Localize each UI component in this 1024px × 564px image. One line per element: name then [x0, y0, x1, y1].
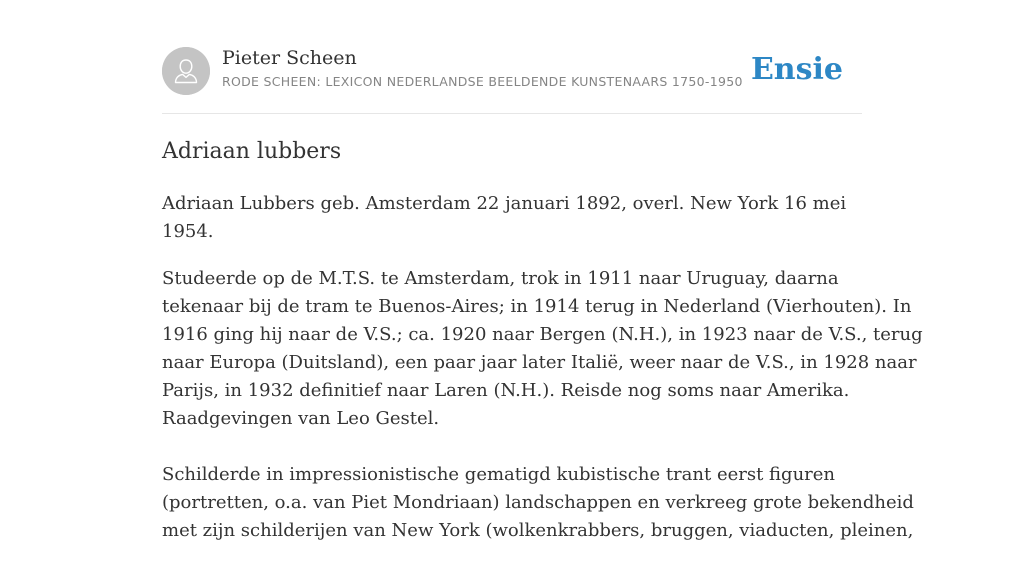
- user-icon: [162, 47, 210, 95]
- text-line: met zijn schilderijen van New York (wolkenkrabbers, bruggen, viaducten, pleinen,: [162, 520, 914, 541]
- brand-logo[interactable]: Ensie: [750, 52, 843, 87]
- author-avatar[interactable]: [162, 47, 210, 95]
- text-line: Raadgevingen van Leo Gestel.: [162, 408, 440, 429]
- text-line: (portretten, o.a. van Piet Mondriaan) landschappen en verkreeg grote bekendheid: [162, 492, 914, 513]
- text-line: Schilderde in impressionistische gematigd kubistische trant eerst figuren: [162, 464, 836, 485]
- text-line: Parijs, in 1932 definitief naar Laren (N.H.). Reisde nog soms naar Amerika.: [162, 380, 850, 401]
- article-header: [162, 46, 862, 114]
- text-line: naar Europa (Duitsland), een paar jaar later Italië, weer naar de V.S., in 1928 naar: [162, 352, 917, 373]
- author-name[interactable]: Pieter Scheen: [222, 47, 357, 69]
- source-title[interactable]: RODE SCHEEN: LEXICON NEDERLANDSE BEELDENDE KUNSTENAARS 1750-1950: [222, 74, 743, 89]
- article-title: Adriaan lubbers: [162, 139, 342, 164]
- article-body: [162, 190, 923, 564]
- text-line: tekenaar bij de tram te Buenos-Aires; in 1914 terug in Nederland (Vierhouten). In: [162, 296, 912, 317]
- biography-paragraph: [162, 265, 923, 545]
- paragraph-break: [162, 433, 872, 461]
- intro-paragraph: Adriaan Lubbers geb. Amsterdam 22 januari 1892, overl. New York 16 mei 1954.: [162, 193, 847, 242]
- text-line: 1916 ging hij naar de V.S.; ca. 1920 naar Bergen (N.H.), in 1923 naar de V.S., terug: [162, 324, 923, 345]
- text-line: Studeerde op de M.T.S. te Amsterdam, trok in 1911 naar Uruguay, daarna: [162, 268, 839, 289]
